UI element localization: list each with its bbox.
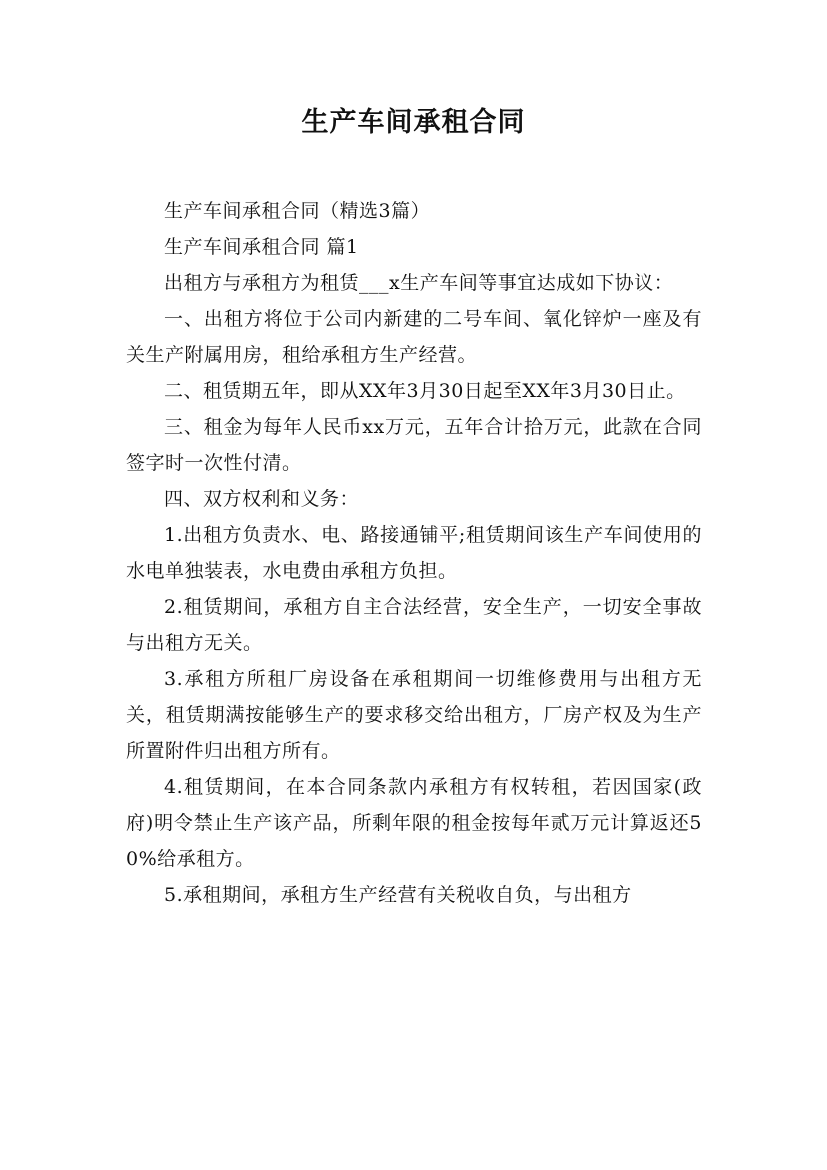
document-title: 生产车间承租合同 [301,107,526,138]
paragraph-subtitle: 生产车间承租合同（精选3篇） [164,200,431,222]
paragraph-item-3: 3.承租方所租厂房设备在承租期间一切维修费用与出租方无关，租赁期满按能够生产的要求移交给出租方，厂房产权及为生产所置附件归出租方所有。 [126,668,702,762]
paragraph-section-heading: 生产车间承租合同 篇1 [164,236,359,258]
paragraph-clause-4: 四、双方权利和义务： [164,488,360,510]
paragraph-clause-1: 一、出租方将位于公司内新建的二号车间、氧化锌炉一座及有关生产附属用房，租给承租方生产经营。 [126,308,702,366]
paragraph-item-2: 2.租赁期间，承租方自主合法经营，安全生产，一切安全事故与出租方无关。 [126,596,702,654]
paragraph-clause-3: 三、租金为每年人民币xx万元，五年合计拾万元，此款在合同签字时一次性付清。 [126,416,702,474]
paragraph-item-5: 5.承租期间，承租方生产经营有关税收自负，与出租方 [164,884,632,906]
document-body [126,193,702,913]
paragraph-item-4: 4.租赁期间，在本合同条款内承租方有权转租，若因国家(政府)明令禁止生产该产品，所剩年限的租金按每年贰万元计算返还50%给承租方。 [126,776,702,870]
paragraph-item-1: 1.出租方负责水、电、路接通铺平;租赁期间该生产车间使用的水电单独装表，水电费由承租方负担。 [126,524,702,582]
paragraph-intro: 出租方与承租方为租赁___x生产车间等事宜达成如下协议： [164,272,674,294]
paragraph-clause-2: 二、租赁期五年，即从XX年3月30日起至XX年3月30日止。 [164,380,686,402]
